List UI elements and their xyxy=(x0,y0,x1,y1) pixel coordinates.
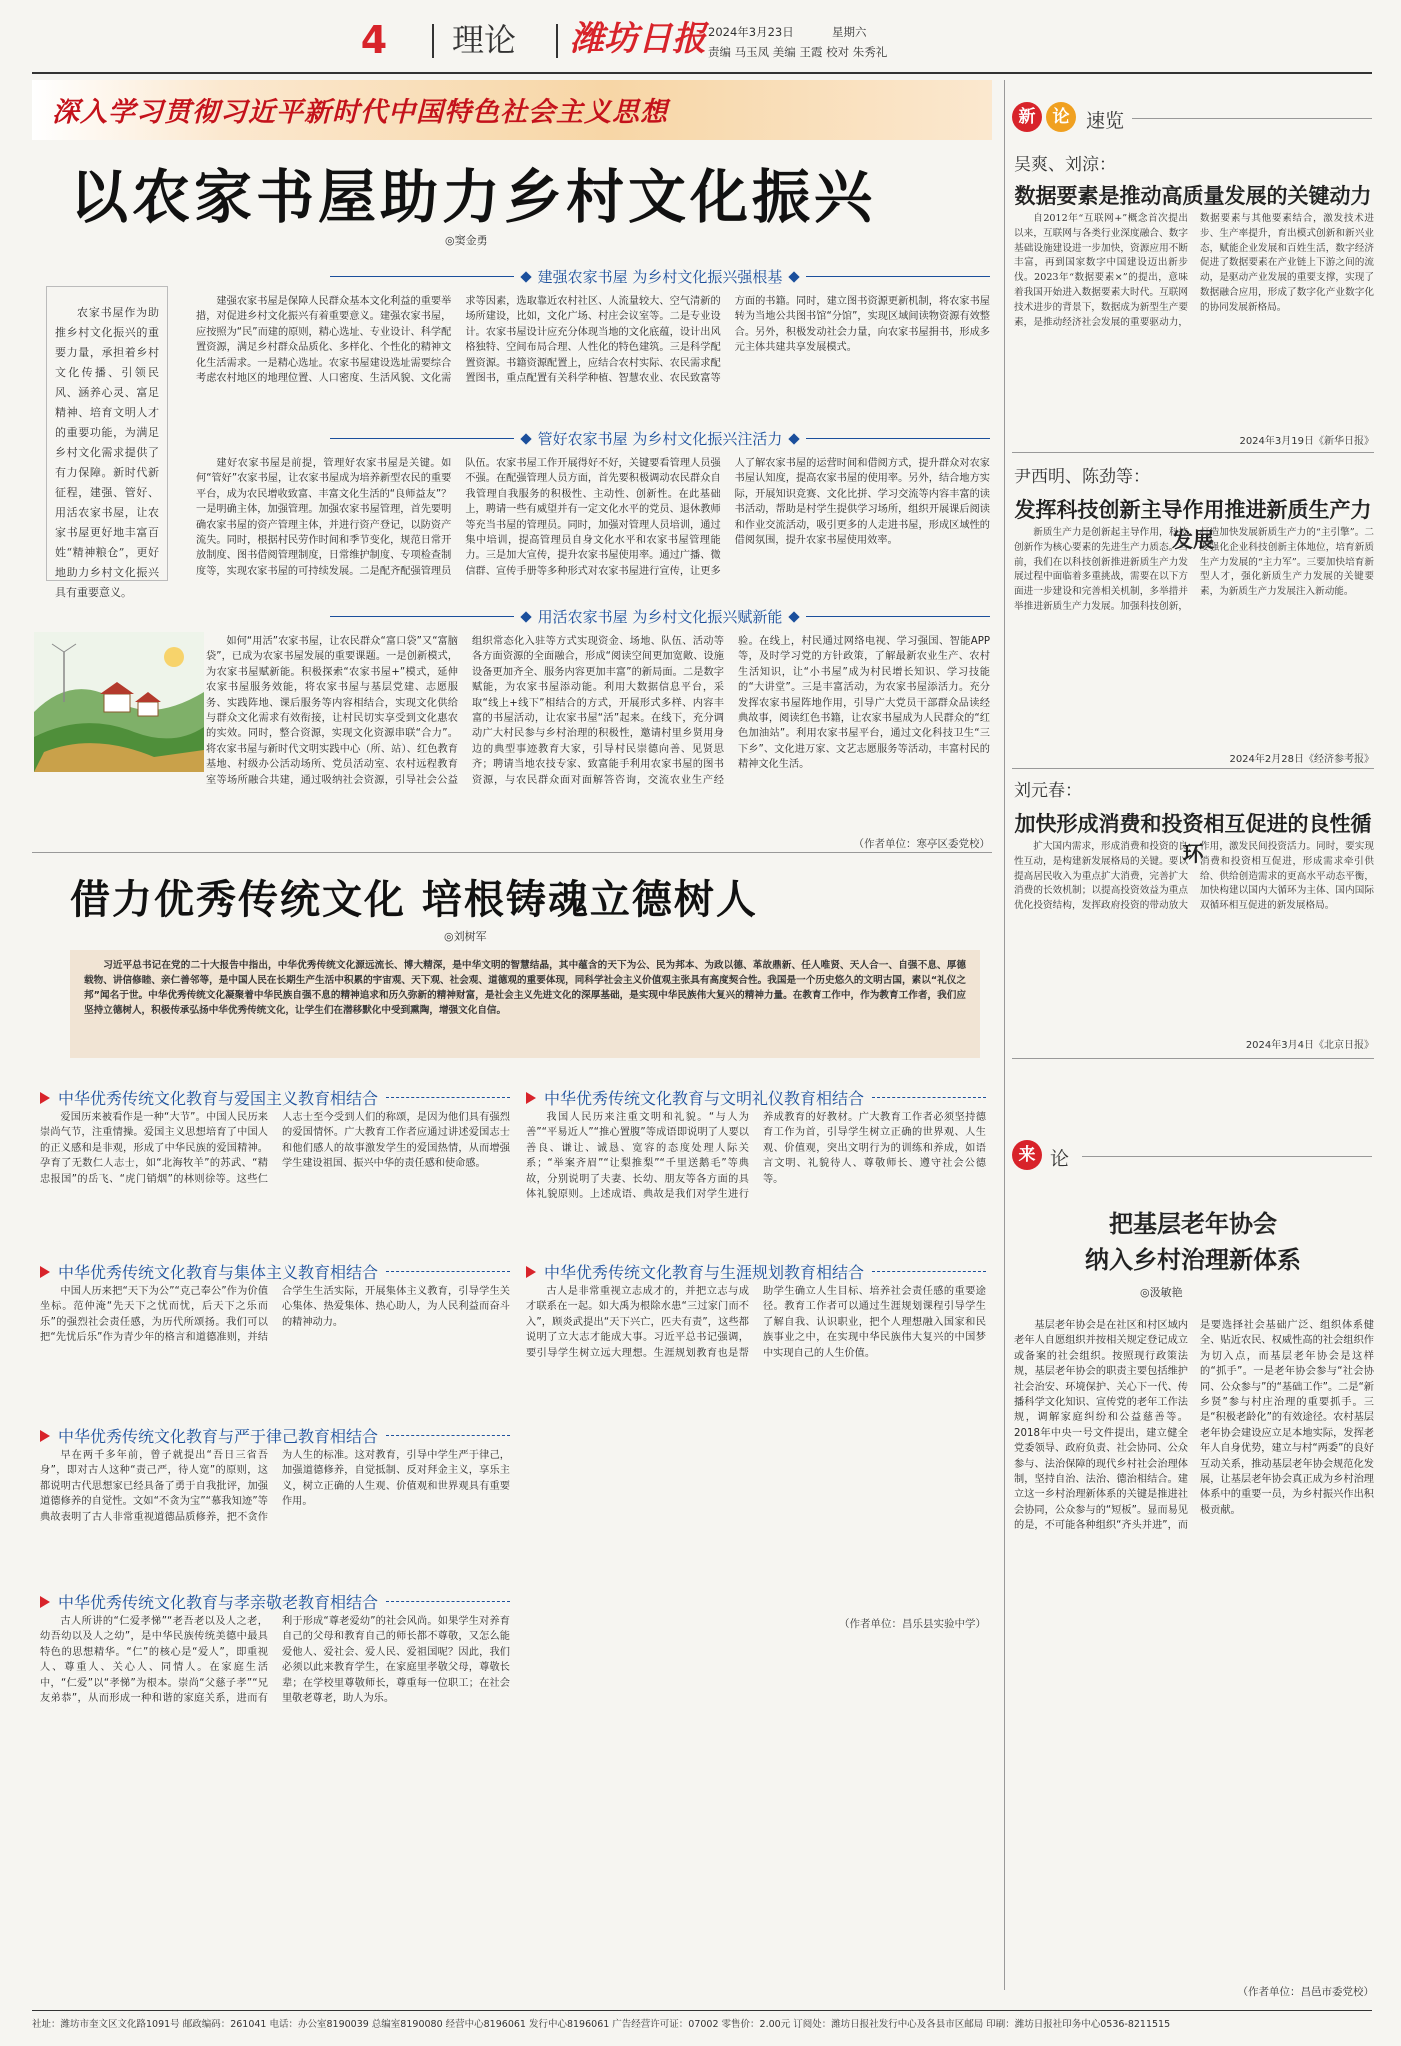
sidebar-label-c: 速览 xyxy=(1086,110,1125,132)
lailun-title-1: 把基层老年协会 xyxy=(1109,1209,1277,1238)
editors-line: 责编 马玉凤 美编 王霞 校对 朱秀礼 xyxy=(708,45,888,59)
masthead-rule xyxy=(32,72,1372,74)
article2-s4: 中华优秀传统文化教育与生涯规划教育相结合 xyxy=(526,1260,986,1283)
article2-lead: 习近平总书记在党的二十大报告中指出，中华优秀传统文化源远流长、博大精深，是中华文明的智慧结晶，其中蕴含的天下为公、民为邦本、为政以德、革故鼎新、任人唯贤、天人合一、自强不息、厚德载物、讲信修睦、亲仁善邻等，是中国人民在长期生产生活中积累的宇宙观、天下观、社会观、道德观的重要体现，同科学社会主义价值观主张具有高度契合性。我国是一个历史悠久的文明古国，素以“礼仪之邦”闻名于世。中华优秀传统文化凝聚着中华民族自强不息的精神追求和历久弥新的精神财富，是社会主义先进文化的深厚基础，是实现中华民族伟大复兴的精神力量。在教育工作中，作为教育工作者，我们应坚持立德树人，积极传承弘扬中华优秀传统文化，让学生们在潜移默化中受到熏陶，增强文化自信。 xyxy=(84,960,966,1016)
sidebar-item-3-body: 扩大国内需求，形成消费和投资的良性互动，是构建新发展格局的关键。要以提高居民收入为重点扩大消费，完善扩大消费的长效机制；以提高投资效益为重点优化投资结构，发挥政府投资的带动放大作用，激发民间投资活力。同时，要实现消费和投资相互促进，形成需求牵引供给、供给创造需求的更高水平动态平衡，加快构建以国内大循环为主体、国内国际双循环相互促进的新发展格局。 xyxy=(1014,841,1374,912)
article1-body-3: 如何“用活”农家书屋，让农民群众“富口袋”又“富脑袋”，已成为农家书屋发展的重要课题。一是创新模式，为农家书屋赋新能。积极探索“农家书屋+”模式，延伸农家书屋服务效能，将农家书屋与基层党建、志愿服务、实践阵地、课后服务等内容相结合，实现文化供给与群众文化需求有效衔接，让村民切实享受到文化惠农的实效。同时，整合资源，实现文化资源串联“合力”。将农家书屋与新时代文明实践中心（所、站）、红色教育基地、村级办公活动场所、党员活动室、农村远程教育室等场所融合共建，通过吸纳社会资源，引导社会公益组织常态化入驻等方式实现资金、场地、队伍、活动等各方面资源的全面融合，形成“阅读空间更加宽敞、设施设备更加齐全、服务内容更加丰富”的新局面。二是数字赋能，为农家书屋添动能。利用大数据信息平台，采取“线上+线下”相结合的方式，开展形式多样、内容丰富的书屋活动，让农家书屋“活”起来。在线下，充分调动广大村民参与乡村治理的积极性，邀请村里乡贤用身边的典型事迹教育大家，引导村民崇德向善、见贤思齐；聘请当地农技专家、致富能手利用农家书屋的图书资源，与农民群众面对面解答咨询，交流农业生产经验。在线上，村民通过网络电视、学习强国、智能APP等，及时学习党的方针政策，了解最新农业生产、农村生活知识，让“小书屋”成为村民增长知识、学习技能的“大讲堂”。三是丰富活动，为农家书屋添活力。充分发挥农家书屋阵地作用，引导广大党员干部群众品读经典故事，阅读红色书籍，让农家书屋成为人民群众的“红色加油站”。利用农家书屋平台，通过文化科技卫生“三下乡”、文化进万家、文艺志愿服务等活动，丰富村民的精神文化生活。 xyxy=(206,636,990,786)
article2-t6: 古人所讲的“仁爱孝悌”“老吾老以及人之老，幼吾幼以及人之幼”，是中华民族传统美德中最具特色的思想精华。“仁”的核心是“爱人”，即重视人、尊重人、关心人、同情人。在家庭生活中，“仁爱”以“孝悌”为根本。崇尚“父慈子孝”“兄友弟恭”，从而形成一种和谐的家庭关系，进而有利于形成“尊老爱幼”的社会风尚。如果学生对养育自己的父母和教育自己的师长都不尊敬，又怎么能爱他人、爱社会、爱人民、爱祖国呢？因此，我们必须以此来教育学生，在家庭里孝敬父母，尊敬长辈；在学校里尊敬师长，尊重每一位职工；在社会里敬老尊老，助人为乐。 xyxy=(40,1616,510,1705)
masthead-divider xyxy=(432,24,434,58)
article2-t5: 早在两千多年前，曾子就提出“吾日三省吾身”，即对古人这种“责己严，待人宽”的原则，这都说明古代思想家已经具备了勇于自我批评，加强道德修养的自觉性。文如“不贪为宝”“慕我知迹”等典故表明了古人非常重视道德品质修养，把不贪作为人生的标准。这对教育，引导中学生严于律己，加强道德修养，自觉抵制、反对拜金主义，享乐主义，树立正确的人生观、价值观和世界观具有重要作用。 xyxy=(40,1450,510,1523)
lailun-label-a: 来 xyxy=(1012,1140,1042,1170)
sidebar-item-1-author: 吴爽、刘涼： xyxy=(1014,155,1116,175)
article1-title: 以农家书屋助力乡村文化振兴 xyxy=(70,163,877,231)
section-divider xyxy=(32,852,992,853)
sidebar-divider-3 xyxy=(1012,1058,1374,1059)
lailun-byline: ◎汲敏艳 xyxy=(1140,1286,1183,1299)
masthead xyxy=(0,0,1401,72)
article2-t4: 古人是非常重视立志成才的，并把立志与成才联系在一起。如大禹为根除水患“三过家门而不入”，顾炎武提出“天下兴亡，匹夫有责”，这些都说明了立大志才能成大事。习近平总书记强调，要引导学生树立远大理想。生涯规划教育也是帮助学生确立人生目标、培养社会责任感的重要途径。教育工作者可以通过生涯规划课程引导学生了解自我、认识职业，把个人理想融入国家和民族事业之中，在实现中华民族伟大复兴的中国梦中实现自己的人生价值。 xyxy=(526,1286,986,1359)
article2-s2: 中华优秀传统文化教育与文明礼仪教育相结合 xyxy=(526,1086,986,1109)
article2-s3: 中华优秀传统文化教育与集体主义教育相结合 xyxy=(40,1260,510,1283)
section-name: 理论 xyxy=(452,21,517,59)
banner xyxy=(32,80,992,140)
banner-title: 深入学习贯彻习近平新时代中国特色社会主义思想 xyxy=(52,97,668,128)
article2-s1: 中华优秀传统文化教育与爱国主义教育相结合 xyxy=(40,1086,510,1109)
sidebar-item-1-title: 数据要素是推动高质量发展的关键动力 xyxy=(1014,183,1372,208)
article2-lead-box xyxy=(70,950,980,1058)
article1-body-2: 建好农家书屋是前提，管理好农家书屋是关键。如何“管好”农家书屋，让农家书屋成为培养新型农民的重要平台，成为农民增收致富、丰富文化生活的“良师益友”？一是明确主体，加强管理。加强农家书屋管理，首先要明确农家书屋的资产管理主体，并进行资产登记，以防资产流失。同时，根据村民劳作时间和季节变化，规范日常开放制度、图书借阅管理制度，日常维护制度、专项检查制度等，实现农家书屋的可持续发展。二是配齐配强管理员队伍。农家书屋工作开展得好不好，关键要看管理人员强不强。在配强管理人员方面，首先要积极调动农民群众自我管理自我服务的积极性、主动性、创新性。在此基础上，聘请一些有威望并有一定文化水平的党员、退休教师等充当书屋的管理员。同时，加强对管理人员培训，通过集中培训，提高管理员自身文化水平和农家书屋管理能力。三是加大宣传，提升农家书屋使用率。通过广播、微信群、宣传手册等多种形式对农家书屋进行宣传，让更多人了解农家书屋的运营时间和借阅方式，提升群众对农家书屋认知度，提高农家书屋的使用率。另外，结合地方实际，开展知识竞赛、文化比拼、学习交流等内容丰富的读书活动，帮助是村学生提供学习场所，组织开展课后阅读和作业交流活动，吸引更多的人走进书屋，形成区域性的借阅氛围，提升农家书屋使用效率。 xyxy=(196,458,990,577)
sidebar-item-2-author: 尹西明、陈劲等： xyxy=(1014,467,1150,487)
issue-weekday: 星期六 xyxy=(832,25,867,39)
pull-quote-box xyxy=(46,286,168,599)
footer-rule xyxy=(32,2010,1372,2011)
sidebar-item-2-title: 发挥科技创新主导作用推进新质生产力发展 xyxy=(1014,497,1372,552)
village-illustration xyxy=(34,632,204,772)
article2-t3: 中国人历来把“天下为公”“克己奉公”作为价值坐标。范仲淹“先天下之忧而忧，后天下之乐而乐”的强烈社会责任感，为历代所颂扬。我们可以把“先忧后乐”作为青少年的格言和道德准则，并结合学生生活实际，开展集体主义教育，引导学生关心集体、热爱集体、热心助人，为人民利益而奋斗的精神动力。 xyxy=(40,1286,510,1344)
article2-t1: 爱国历来被看作是一种“大节”。中国人民历来崇尚气节，注重情操。爱国主义思想培育了中国人的正义感和是非观，形成了中华民族的爱国精神。孕育了无数仁人志士，如“北海牧羊”的苏武、“精忠报国”的岳飞、“虎门销烟”的林则徐等。这些仁人志士至今受到人们的称颂，是因为他们具有强烈的爱国情怀。广大教育工作者应通过讲述爱国志士和他们感人的故事激发学生的爱国热情，从而增强学生建设祖国、振兴中华的责任感和使命感。 xyxy=(40,1112,510,1185)
article2-s6: 中华优秀传统文化教育与孝亲敬老教育相结合 xyxy=(40,1590,510,1613)
lailun-body: 基层老年协会是在社区和村区域内老年人自愿组织并按相关规定登记成立或备案的社会组织。按照现行政策法规，基层老年协会的职责主要包括维护社会治安、环境保护、关心下一代、传播科学文化知识、宣传党的老年工作法规，调解家庭纠纷和公益慈善等。2018年中央一号文件提出，建立健全党委领导、政府负责、社会协同、公众参与、法治保障的现代乡村社会治理体制，坚持自治、法治、德治相结合。建立这一乡村治理新体系的关键是推进社会协同，公众参与的“短板”。显而易见的是，不可能各种组织“齐头并进”，而是要选择社会基础广泛、组织体系健全、贴近农民、权威性高的社会组织作为切入点，而基层老年协会是这样的“抓手”。一是老年协会参与“社会协同、公众参与”的“基础工作”。二是“新乡贤”参与村庄治理的重要抓手。三是“积极老龄化”的有效途径。农村基层老年协会建设应立足本地实际，发挥老年人自身优势，建立与村“两委”的良好互动关系，推动基层老年协会规范化发展，让基层老年协会真正成为乡村治理体系中的重要一员，为乡村振兴作出积极贡献。 xyxy=(1014,1320,1374,1532)
page-number: 4 xyxy=(360,18,388,62)
lailun-header xyxy=(1012,1136,1372,1176)
masthead-divider-2 xyxy=(556,24,558,58)
sidebar-item-2-source: 2024年2月28日《经济参考报》 xyxy=(1229,754,1374,765)
sidebar-item-1-source: 2024年3月19日《新华日报》 xyxy=(1239,436,1374,447)
column-divider xyxy=(1004,80,1005,1990)
footer-text: 社址：潍坊市奎文区文化路1091号 邮政编码：261041 电话：办公室8190039 总编室8190080 经营中心8196061 发行中心8196061 广告经营许可证：07002 零售价：2.00元 订阅处：潍坊日报社发行中心及各县市区邮局 印刷：潍坊日报社印务中心0536-8211515 xyxy=(32,2019,1171,2030)
article1-byline: ◎窦金勇 xyxy=(445,234,488,247)
sidebar-item-2-body: 新质生产力是创新起主导作用，科技创新作为核心要素的先进生产力质态。当前，我们在以科技创新推进新质生产力发展过程中面临着多重挑战，需要在以下方面进一步建设和完善相关机制，多举措并举推进新质生产力发展。加强科技创新，打造加快发展新质生产力的“主引擎”。二要强化企业科技创新主体地位，培育新质生产力发展的“主力军”。三要加快培育新型人才，强化新质生产力发展的关键要素，为新质生产力发展注入新动能。 xyxy=(1014,527,1374,612)
article1-body-1: 建强农家书屋是保障人民群众基本文化利益的重要举措，对促进乡村文化振兴有着重要意义。建强农家书屋，应按照为“民”而建的原则，精心选址、专业设计、科学配置资源，满足乡村群众品质化、多样化、个性化的精神文化生活需求。一是精心选址。农家书屋建设选址需要综合考虑农村地区的地理位置、人口密度、生活风貌、文化需求等因素，选取靠近农村社区、人流量较大、空气清新的场所建设，比如，文化广场、村庄会议室等。二是专业设计。农家书屋设计应充分体现当地的文化底蕴，设计出风格独特、空间布局合理、人性化的特色建筑。三是科学配置资源。书籍资源配置上，应结合农村实际、农民需求配置图书，重点配置有关科学种植、智慧农业、农民致富等方面的书籍。同时，建立图书资源更新机制，将农家书屋转为当地公共图书馆“分馆”，实现区域间读物资源有效整合。另外，积极发动社会力量，向农家书屋捐书，形成多元主体共建共享发展模式。 xyxy=(196,296,990,385)
issue-date: 2024年3月23日 xyxy=(708,25,794,39)
article2-byline: ◎刘树军 xyxy=(444,930,487,943)
article2-title: 借力优秀传统文化 培根铸魂立德树人 xyxy=(70,876,758,923)
lailun-title-2: 纳入乡村治理新体系 xyxy=(1085,1245,1301,1274)
article1-subhead-2: 管好农家书屋 为乡村文化振兴注活力 xyxy=(330,428,990,449)
sidebar-header xyxy=(1012,96,1372,140)
sidebar-divider-2 xyxy=(1012,768,1374,769)
sidebar-label-b: 论 xyxy=(1046,102,1076,132)
newspaper-logo: 潍坊日报 xyxy=(570,19,706,59)
article2-t2: 我国人民历来注重文明和礼貌。“与人为善”“平易近人”“推心置腹”等成语即说明了人要以善良、谦让、诚恳、宽容的态度处理人际关系；“举案齐眉”“让梨推梨”“千里送鹅毛”等典故，分别说明了夫妻、长幼、朋友等各方面的具体礼貌原则。上述成语、典故是我们对学生进行养成教育的好教材。广大教育工作者必须坚持德育工作为首，引导学生树立正确的世界观、人生观、价值观，突出文明行为的训练和养成，如语言文明、礼貌待人、尊敬师长、遵守社会公德等。 xyxy=(526,1112,986,1201)
article1-subhead-1: 建强农家书屋 为乡村文化振兴强根基 xyxy=(330,266,990,287)
sidebar-divider-1 xyxy=(1012,452,1374,453)
article2-s5: 中华优秀传统文化教育与严于律己教育相结合 xyxy=(40,1424,510,1447)
lailun-label-b: 论 xyxy=(1050,1148,1070,1170)
sidebar-item-1-body: 自2012年“互联网+”概念首次提出以来，互联网与各类行业深度融合、数字基础设施建设进一步加快，资源应用不断丰富，再到国家数字中国建设迈出新步伐。2023年“数据要素×”的提出，意味着我国开始进入数据要素大时代。互联网技术进步的背景下，数据成为新型生产要素，是推动经济社会发展的重要驱动力，数据要素与其他要素结合，激发技术进步、生产率提升，育出模式创新和新兴业态，赋能企业发展和百姓生活，数字经济促进了数据要素在产业链上下游之间的流动，是驱动产业发展的重要支撑，实现了数据融合应用，形成了数字化产业数字化的协同发展新格局。 xyxy=(1014,213,1374,328)
article1-subhead-3: 用活农家书屋 为乡村文化振兴赋新能 xyxy=(330,606,990,627)
pull-quote: 农家书屋作为助推乡村文化振兴的重要力量，承担着乡村文化传播、引领民风、涵养心灵、富足精神、培育文明人才的重要功能，为满足乡村文化需求提供了有力保障。新时代新征程，建强、管好、用活农家书屋，让农家书屋更好地丰富百姓“精神粮仓”，更好地助力乡村文化振兴具有重要意义。 xyxy=(55,306,159,599)
sidebar-label-a: 新 xyxy=(1012,102,1042,132)
sidebar-item-3-source: 2024年3月4日《北京日报》 xyxy=(1245,1040,1374,1051)
sidebar-item-3-author: 刘元春： xyxy=(1014,781,1082,801)
sidebar-item-3-title: 加快形成消费和投资相互促进的良性循环 xyxy=(1014,811,1372,866)
lailun-author-unit: （作者单位：昌邑市委党校） xyxy=(1237,1986,1374,1998)
article1-author-unit: （作者单位：寒亭区委党校） xyxy=(853,838,990,850)
article2-author-unit: （作者单位：昌乐县实验中学） xyxy=(839,1618,986,1630)
